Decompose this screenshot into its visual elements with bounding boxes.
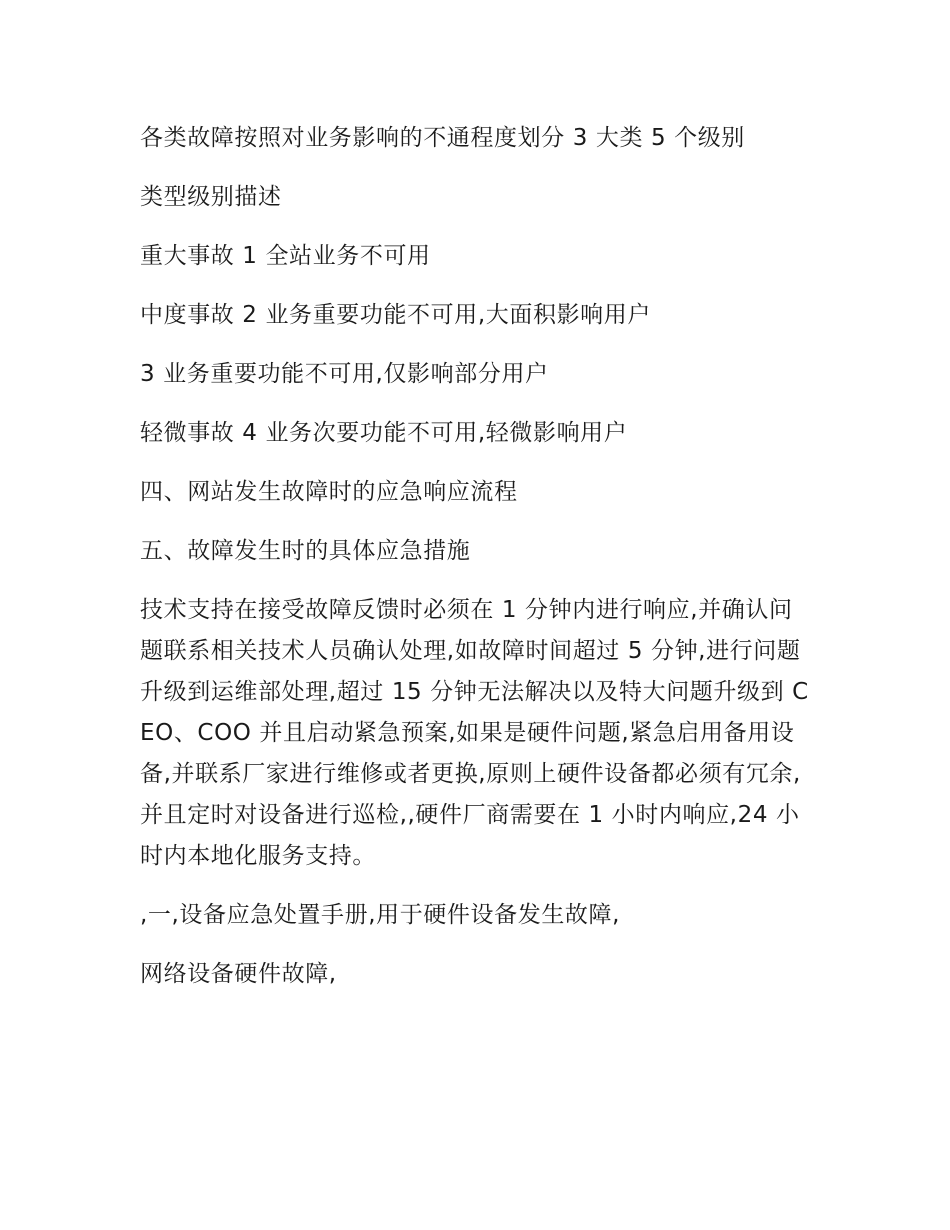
paragraph-network-hardware-fault: 网络设备硬件故障, bbox=[140, 961, 337, 987]
section-heading-5: 五、故障发生时的具体应急措施 bbox=[140, 538, 471, 564]
section-heading-4: 四、网站发生故障时的应急响应流程 bbox=[140, 479, 518, 505]
paragraph-level-4: 轻微事故 4 业务次要功能不可用,轻微影响用户 bbox=[140, 420, 628, 446]
paragraph-device-manual: ,一,设备应急处置手册,用于硬件设备发生故障, bbox=[140, 902, 621, 928]
paragraph-fault-classification: 各类故障按照对业务影响的不通程度划分 3 大类 5 个级别 bbox=[140, 125, 745, 151]
paragraph-level-2: 中度事故 2 业务重要功能不可用,大面积影响用户 bbox=[140, 302, 651, 328]
document-body bbox=[140, 118, 812, 995]
paragraph-table-header: 类型级别描述 bbox=[140, 184, 282, 210]
paragraph-emergency-measures: 技术支持在接受故障反馈时必须在 1 分钟内进行响应,并确认问题联系相关技术人员确认处理,如故障时间超过 5 分钟,进行问题升级到运维部处理,超过 15 分钟无法解决以及特大问题升级到 CEO、COO 并且启动紧急预案,如果是硬件问题,紧急启用备用设备,并联系厂家进行维修或者更换,原则上硬件设备都必须有冗余,并且定时对设备进行巡检,,硬件厂商需要在 1 小时内响应,24 小时内本地化服务支持。 bbox=[140, 597, 809, 869]
paragraph-level-3: 3 业务重要功能不可用,仅影响部分用户 bbox=[140, 361, 549, 387]
paragraph-level-1: 重大事故 1 全站业务不可用 bbox=[140, 243, 431, 269]
